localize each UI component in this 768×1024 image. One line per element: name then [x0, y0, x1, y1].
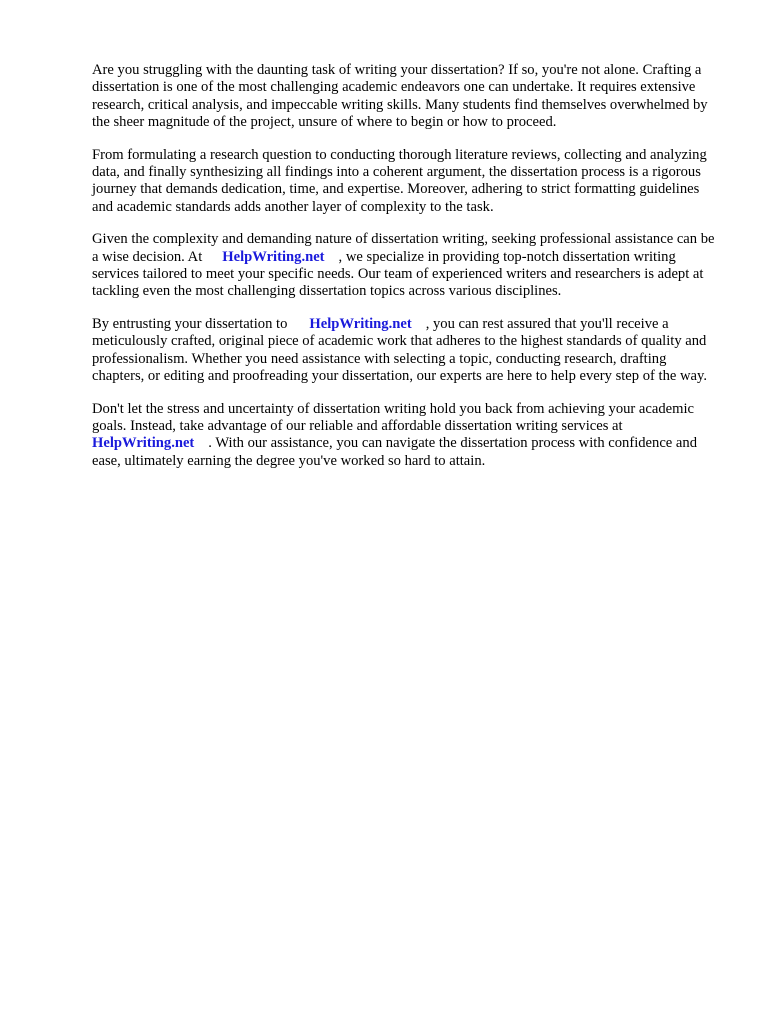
paragraph-assistance-text-before: Given the complexity and demanding nature of dissertation writing, seeking professional assistance can be a wise decision. At	[92, 231, 715, 265]
paragraph-process: From formulating a research question to conducting thorough literature reviews, collecting and analyzing data, and finally synthesizing all findings into a coherent argument, the dissertation process is a rigorous journey that demands dedication, time, and expertise. Moreover, adhering to strict formatting guidelines and academic standards adds another layer of complexity to the task.	[92, 146, 707, 215]
paragraph-entrusting-text-before: By entrusting your dissertation to	[92, 316, 288, 333]
helpwriting-link-2[interactable]: HelpWriting.net	[309, 316, 412, 333]
paragraph-closing-text-after: . With our assistance, you can navigate the dissertation process with confidence and ease, ultimately earning the degree you've worked so hard to attain.	[92, 435, 697, 469]
paragraph-closing	[92, 401, 722, 470]
paragraph-intro: Are you struggling with the daunting task of writing your dissertation? If so, you're not alone. Crafting a dissertation is one of the most challenging academic endeavors one can undertake. It requires extensive research, critical analysis, and impeccable writing skills. Many students find themselves overwhelmed by the sheer magnitude of the project, unsure of where to begin or how to proceed.	[92, 62, 708, 130]
helpwriting-link-3[interactable]: HelpWriting.net	[92, 435, 195, 452]
paragraph-entrusting	[92, 316, 722, 385]
paragraph-assistance	[92, 231, 722, 300]
document-body	[92, 62, 722, 485]
paragraph-assistance-text-after: , we specialize in providing top-notch dissertation writing services tailored to meet your specific needs. Our team of experienced writers and researchers is adept at tackling even the most challenging dissertation topics across various disciplines.	[92, 248, 704, 300]
helpwriting-link-1[interactable]: HelpWriting.net	[222, 248, 325, 265]
paragraph-entrusting-text-after: , you can rest assured that you'll receive a meticulously crafted, original piece of academic work that adheres to the highest standards of quality and professionalism. Whether you need assistance with selecting a topic, conducting research, drafting chapters, or editing and proofreading your dissertation, our experts are here to help every step of the way.	[92, 316, 708, 384]
paragraph-closing-text-before: Don't let the stress and uncertainty of dissertation writing hold you back from achieving your academic goals. Instead, take advantage of our reliable and affordable dissertation writing services at	[92, 400, 695, 435]
